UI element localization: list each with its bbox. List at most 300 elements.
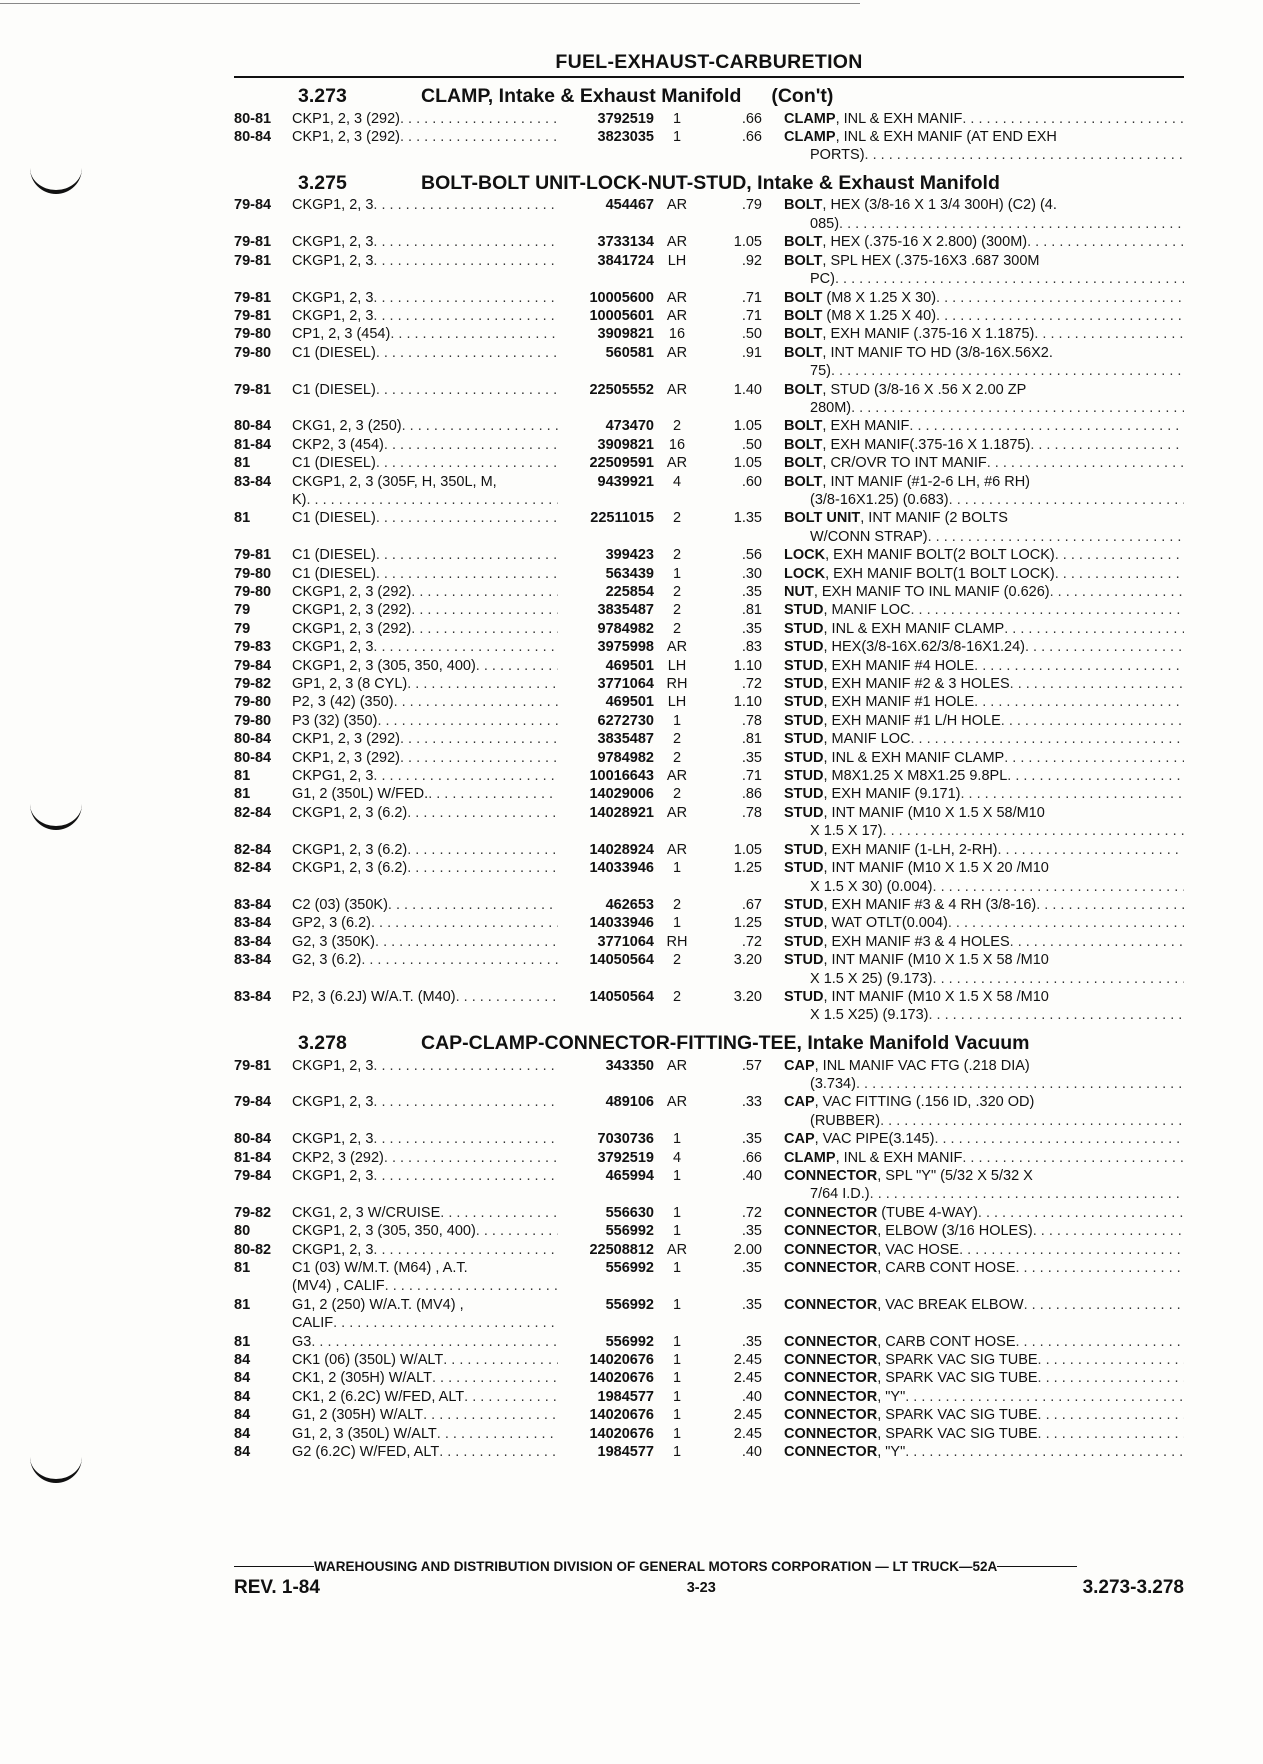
description-noun: CLAMP (784, 110, 836, 127)
leader-dots (839, 215, 1184, 233)
description-text: , INT MANIF (M10 X 1.5 X 58 /M10 (823, 952, 1049, 969)
section-title-suffix: (Con't) (771, 84, 834, 107)
leader-dots (376, 344, 558, 362)
part-row (234, 601, 1184, 619)
leader-dots (390, 325, 558, 343)
description-text: , INL & EXH MANIF CLAMP (823, 749, 1005, 766)
model-years: 80-84 (234, 749, 272, 766)
part-description (784, 381, 1184, 418)
leader-dots (407, 804, 558, 822)
price: 1.40 (733, 381, 762, 398)
part-number: 1984577 (597, 1444, 654, 1461)
price: .67 (741, 896, 762, 913)
part-description (784, 307, 1184, 325)
part-row (234, 1204, 1184, 1222)
description-noun: STUD (784, 952, 824, 969)
description-noun: BOLT (784, 455, 823, 472)
part-number: 22509591 (589, 455, 654, 472)
model-applicability (292, 1388, 558, 1406)
leader-dots (476, 1222, 558, 1240)
model-applicability (292, 951, 558, 969)
price: 3.20 (733, 952, 762, 969)
model-text: CKGP1, 2, 3 (305F, H, 350L, M, (292, 473, 497, 490)
leader-dots (437, 1425, 558, 1443)
leader-dots (835, 270, 1184, 288)
section-heading (234, 1031, 1184, 1056)
leader-dots (865, 146, 1184, 164)
leader-dots (1038, 1425, 1184, 1443)
quantity: 2 (672, 547, 682, 564)
leader-dots (933, 970, 1184, 988)
model-years: 81 (234, 1296, 251, 1313)
part-description (784, 712, 1184, 730)
description-text: , CARB CONT HOSE (877, 1333, 1016, 1350)
model-line (292, 1204, 558, 1222)
part-number: 3792519 (597, 110, 654, 127)
model-applicability (292, 583, 558, 601)
price: .79 (741, 197, 762, 214)
description-noun: STUD (784, 988, 824, 1005)
description-text: , EXH MANIF (822, 418, 910, 435)
leader-dots (911, 730, 1185, 748)
description-line (784, 896, 1184, 914)
model-text: P2, 3 (42) (350) (292, 694, 394, 711)
part-row (234, 988, 1184, 1025)
price: .40 (741, 1444, 762, 1461)
leader-dots (936, 289, 1184, 307)
description-noun: STUD (784, 639, 824, 656)
price: .50 (741, 436, 762, 453)
leader-dots (384, 436, 558, 454)
part-number: 556630 (605, 1204, 654, 1221)
leader-dots (933, 878, 1184, 896)
section-number: 3.273 (298, 84, 347, 107)
price: .66 (741, 1149, 762, 1166)
quantity: AR (666, 1241, 688, 1258)
quantity: 2 (672, 731, 682, 748)
leader-dots (439, 1443, 558, 1461)
leader-dots (407, 859, 558, 877)
price: .30 (741, 565, 762, 582)
model-applicability (292, 289, 558, 307)
model-applicability (292, 933, 558, 951)
model-applicability (292, 417, 558, 435)
quantity: AR (666, 841, 688, 858)
leader-dots (443, 1351, 558, 1369)
quantity: 1 (672, 1131, 682, 1148)
description-text: , CR/OVR TO INT MANIF (822, 455, 987, 472)
description-line (784, 509, 1184, 527)
model-text: CKGP1, 2, 3 (292, 1057, 374, 1074)
quantity: 1 (672, 1223, 682, 1240)
model-text: C1 (DIESEL) (292, 565, 376, 582)
footer-page-number: 3-23 (686, 1580, 716, 1596)
model-years: 79 (234, 602, 251, 619)
model-years: 81-84 (234, 436, 272, 453)
part-description (784, 601, 1184, 619)
model-applicability (292, 1406, 558, 1424)
part-row (234, 657, 1184, 675)
description-noun: STUD (784, 804, 824, 821)
description-noun: STUD (784, 933, 824, 950)
part-description (784, 1388, 1184, 1406)
model-line (292, 749, 558, 767)
description-text: (3.734) (810, 1075, 856, 1092)
leader-dots (905, 1388, 1184, 1406)
description-text: , MANIF LOC (823, 602, 911, 619)
part-row (234, 1425, 1184, 1443)
description-text: , INL & EXH MANIF CLAMP (823, 620, 1005, 637)
price: .33 (741, 1094, 762, 1111)
binder-hole-mark-3 (30, 1453, 82, 1483)
model-applicability (292, 1093, 558, 1111)
model-applicability (292, 454, 558, 472)
section-title: CAP-CLAMP-CONNECTOR-FITTING-TEE, Intake Manifold Vacuum (421, 1031, 1030, 1054)
description-text: , SPARK VAC SIG TUBE (877, 1352, 1038, 1368)
model-line (292, 128, 558, 146)
price: .35 (741, 1259, 762, 1276)
leader-dots (373, 1167, 558, 1185)
model-applicability (292, 1130, 558, 1148)
leader-dots (909, 417, 1184, 435)
part-row (234, 1259, 1184, 1296)
model-years: 79 (234, 620, 251, 637)
leader-dots (1007, 767, 1184, 785)
quantity: RH (666, 933, 688, 950)
quantity: 1 (672, 1407, 682, 1424)
model-line (292, 1296, 558, 1314)
model-years: 79-80 (234, 326, 272, 343)
model-years: 81 (234, 510, 251, 527)
model-years: 80 (234, 1223, 251, 1240)
part-row (234, 381, 1184, 418)
model-applicability (292, 1333, 558, 1351)
description-line (784, 693, 1184, 711)
leader-dots (1055, 546, 1184, 564)
description-line (784, 804, 1184, 822)
model-text: CKGP1, 2, 3 (292) (292, 620, 412, 637)
part-row (234, 110, 1184, 128)
part-row (234, 767, 1184, 785)
part-description (784, 730, 1184, 748)
price: .91 (741, 344, 762, 361)
part-description (784, 583, 1184, 601)
leader-dots (1050, 583, 1184, 601)
model-line (292, 417, 558, 435)
description-text: , WAT OTLT(0.004) (823, 915, 948, 932)
description-line (784, 362, 1184, 380)
model-applicability (292, 509, 558, 527)
price: .66 (741, 128, 762, 145)
description-noun: STUD (784, 749, 824, 766)
price: .71 (741, 768, 762, 785)
part-number: 3771064 (597, 933, 654, 950)
description-text: , EXH MANIF(.375-16 X 1.1875) (822, 436, 1031, 453)
model-years: 81 (234, 1333, 251, 1350)
model-line (292, 951, 558, 969)
leader-dots (411, 583, 558, 601)
model-applicability (292, 601, 558, 619)
leader-dots (400, 749, 558, 767)
quantity: 1 (672, 565, 682, 582)
description-line (784, 325, 1184, 343)
model-applicability (292, 307, 558, 325)
description-text: (M8 X 1.25 X 30) (822, 289, 937, 306)
price: .35 (741, 1296, 762, 1313)
part-number: 563439 (605, 565, 654, 582)
price: 2.00 (733, 1241, 762, 1258)
description-noun: STUD (784, 602, 824, 619)
model-text: CKGP1, 2, 3 (305, 350, 400) (292, 1223, 476, 1240)
description-line (784, 988, 1184, 1006)
description-line (784, 1075, 1184, 1093)
description-line (784, 1388, 1184, 1406)
part-description (784, 767, 1184, 785)
leader-dots (936, 307, 1184, 325)
part-description (784, 1130, 1184, 1148)
quantity: LH (667, 694, 687, 711)
part-row (234, 730, 1184, 748)
model-line (292, 804, 558, 822)
leader-dots (1038, 1369, 1184, 1387)
model-line (292, 509, 558, 527)
description-line (784, 601, 1184, 619)
model-years: 79-80 (234, 694, 272, 711)
description-noun: CAP (784, 1094, 815, 1111)
section-number: 3.278 (298, 1031, 347, 1054)
part-row (234, 436, 1184, 454)
description-line (784, 859, 1184, 877)
part-number: 3823035 (597, 128, 654, 145)
leader-dots (373, 1057, 558, 1075)
model-years: 80-81 (234, 110, 272, 127)
price: .35 (741, 1333, 762, 1350)
description-text: 7/64 I.D.) (810, 1186, 870, 1203)
description-line (784, 110, 1184, 128)
description-noun: LOCK (784, 547, 826, 564)
model-applicability (292, 804, 558, 822)
part-row (234, 307, 1184, 325)
price: .81 (741, 731, 762, 748)
footer-rule-right (997, 1566, 1077, 1567)
model-applicability (292, 1296, 558, 1333)
model-years: 79-80 (234, 584, 272, 600)
description-line (784, 528, 1184, 546)
part-description (784, 252, 1184, 289)
model-applicability (292, 381, 558, 399)
description-text: , "Y" (877, 1388, 906, 1405)
price: .66 (741, 110, 762, 127)
model-line (292, 1333, 558, 1351)
model-years: 79-81 (234, 381, 272, 398)
description-text: , EXH MANIF #3 & 4 RH (3/8-16) (823, 896, 1037, 913)
description-text: , INT MANIF (#1-2-6 LH, #6 RH) (822, 473, 1030, 490)
model-text: CKGP1, 2, 3 (292, 1094, 374, 1111)
part-description (784, 693, 1184, 711)
description-text: , SPARK VAC SIG TUBE (877, 1370, 1038, 1387)
leader-dots (928, 528, 1184, 546)
model-applicability (292, 325, 558, 343)
description-line (784, 1351, 1184, 1369)
model-line (292, 675, 558, 693)
leader-dots (411, 620, 558, 638)
quantity: 1 (672, 110, 682, 127)
leader-dots (402, 417, 558, 435)
model-text: (MV4) , CALIF (292, 1278, 385, 1295)
part-row (234, 565, 1184, 583)
model-applicability (292, 693, 558, 711)
part-row (234, 233, 1184, 251)
part-number: 14020676 (589, 1407, 654, 1424)
description-text: , SPARK VAC SIG TUBE (877, 1407, 1038, 1424)
description-text: , ELBOW (3/16 HOLES) (877, 1223, 1033, 1240)
description-text: 085) (810, 215, 840, 232)
section-title: CLAMP, Intake & Exhaust Manifold (421, 84, 742, 107)
part-description (784, 841, 1184, 859)
model-years: 80-84 (234, 731, 272, 748)
model-years: 84 (234, 1444, 251, 1461)
model-years: 81-84 (234, 1149, 272, 1166)
leader-dots (911, 601, 1185, 619)
footer-rule-left (234, 1566, 314, 1567)
model-applicability (292, 1425, 558, 1443)
part-description (784, 1149, 1184, 1167)
quantity: 2 (672, 510, 682, 527)
description-line (784, 252, 1184, 270)
part-description (784, 110, 1184, 128)
price: 2.45 (733, 1407, 762, 1424)
description-noun: BOLT (784, 381, 823, 398)
part-number: 14050564 (589, 952, 654, 969)
description-line (784, 878, 1184, 896)
description-text: W/CONN STRAP) (810, 528, 928, 545)
model-applicability (292, 233, 558, 251)
model-text: CKPG1, 2, 3 (292, 768, 374, 785)
part-description (784, 1369, 1184, 1387)
description-text: , EXH MANIF #4 HOLE (823, 657, 975, 674)
model-text: CKGP1, 2, 3 (6.2) (292, 841, 408, 858)
quantity: AR (666, 197, 688, 214)
description-line (784, 1006, 1184, 1024)
quantity: 1 (672, 128, 682, 145)
model-years: 79-80 (234, 712, 272, 729)
part-description (784, 1406, 1184, 1424)
leader-dots (311, 1333, 558, 1351)
part-row (234, 712, 1184, 730)
description-noun: STUD (784, 676, 824, 693)
part-description (784, 657, 1184, 675)
description-line (784, 1369, 1184, 1387)
leader-dots (948, 914, 1184, 932)
model-years: 79-82 (234, 676, 272, 693)
description-text: X 1.5 X 30) (0.004) (810, 878, 933, 895)
price: .72 (741, 1204, 762, 1221)
price: .40 (741, 1167, 762, 1184)
model-applicability (292, 344, 558, 362)
leader-dots (361, 951, 558, 969)
description-text: , INL MANIF VAC FTG (.218 DIA) (814, 1057, 1030, 1074)
leader-dots (377, 712, 558, 730)
model-line (292, 1443, 558, 1461)
description-noun: CONNECTOR (784, 1333, 878, 1350)
model-years: 84 (234, 1370, 251, 1387)
description-noun: CONNECTOR (784, 1296, 878, 1313)
price: .40 (741, 1388, 762, 1405)
part-number: 469501 (605, 657, 654, 674)
model-applicability (292, 473, 558, 510)
leader-dots (870, 1185, 1184, 1203)
footer-bottom (234, 1576, 1184, 1600)
model-years: 79-81 (234, 289, 272, 306)
quantity: 1 (672, 1352, 682, 1368)
part-description (784, 1443, 1184, 1461)
description-text: (TUBE 4-WAY) (877, 1204, 978, 1221)
leader-dots (440, 1204, 558, 1222)
model-years: 79-80 (234, 565, 272, 582)
model-text: CK1, 2 (6.2C) W/FED, ALT (292, 1388, 465, 1405)
description-noun: STUD (784, 860, 824, 877)
price: 1.05 (733, 234, 762, 251)
model-line (292, 1314, 558, 1332)
model-text: CKP1, 2, 3 (292) (292, 749, 400, 766)
model-applicability (292, 1369, 558, 1387)
part-description (784, 565, 1184, 583)
quantity: 1 (672, 1259, 682, 1276)
model-text: C1 (DIESEL) (292, 344, 376, 361)
model-text: P3 (32) (350) (292, 712, 378, 729)
leader-dots (388, 896, 558, 914)
leader-dots (934, 1130, 1184, 1148)
description-line (784, 1149, 1184, 1167)
description-text: , INL & EXH MANIF (835, 110, 963, 127)
model-years: 79-84 (234, 197, 272, 214)
model-line (292, 546, 558, 564)
part-row (234, 1149, 1184, 1167)
model-text: CK1 (06) (350L) W/ALT (292, 1352, 444, 1368)
description-noun: CONNECTOR (784, 1407, 878, 1424)
model-line (292, 1130, 558, 1148)
description-text: , HEX (3/8-16 X 1 3/4 300H) (C2) (4. (822, 197, 1057, 214)
price: .83 (741, 639, 762, 656)
description-noun: CONNECTOR (784, 1167, 878, 1184)
description-line (784, 933, 1184, 951)
leader-dots (373, 196, 558, 214)
model-text: CKG1, 2, 3 (250) (292, 418, 402, 435)
description-noun: STUD (784, 786, 824, 803)
model-applicability (292, 1167, 558, 1185)
description-text: 75) (810, 363, 831, 380)
model-text: CKGP1, 2, 3 (6.2) (292, 804, 408, 821)
model-text: G1, 2 (305H) W/ALT (292, 1407, 424, 1424)
leader-dots (373, 252, 558, 270)
description-line (784, 417, 1184, 435)
quantity: 4 (672, 1149, 682, 1166)
part-number: 556992 (605, 1223, 654, 1240)
description-line (784, 146, 1184, 164)
model-line (292, 1149, 558, 1167)
price: 3.20 (733, 988, 762, 1005)
model-applicability (292, 1057, 558, 1075)
description-noun: STUD (784, 896, 824, 913)
description-text: , INT MANIF (M10 X 1.5 X 20 /M10 (823, 860, 1049, 877)
description-line (784, 749, 1184, 767)
model-line (292, 933, 558, 951)
leader-dots (1010, 675, 1184, 693)
part-description (784, 1333, 1184, 1351)
description-noun: CONNECTOR (784, 1388, 878, 1405)
part-description (784, 896, 1184, 914)
model-years: 80-84 (234, 418, 272, 435)
